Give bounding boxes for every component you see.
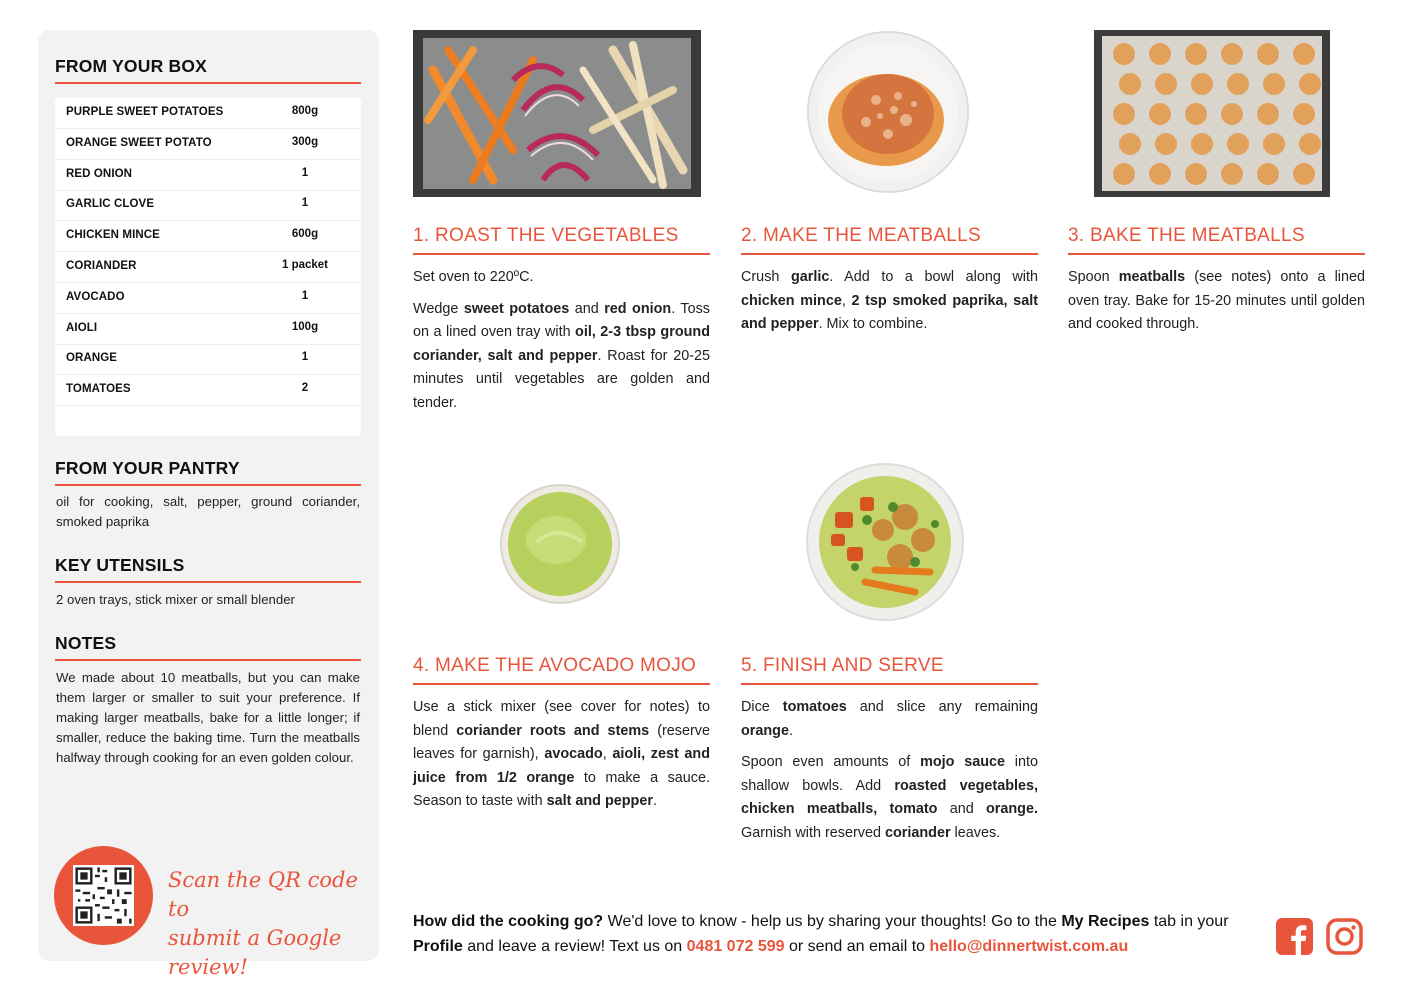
- text-run: mojo sauce: [920, 754, 1006, 770]
- meatball-shape: [1149, 103, 1171, 125]
- ingredient-row: [55, 190, 361, 221]
- contact-link[interactable]: 0481 072 599: [686, 938, 785, 955]
- meatball-shape: [1191, 73, 1213, 95]
- ingredient-row: [55, 98, 361, 129]
- ingredient-quantity: 1: [301, 197, 309, 210]
- step-4-title: 4. MAKE THE AVOCADO MOJO: [413, 655, 697, 676]
- section-divider: [55, 581, 361, 583]
- meatball-shape: [1227, 73, 1249, 95]
- ingredient-quantity: 1: [301, 351, 309, 364]
- ingredient-row: [55, 160, 361, 191]
- ingredient-quantity: 300g: [291, 135, 319, 148]
- key-utensils-title: KEY UTENSILS: [55, 555, 185, 575]
- step-paragraph: [413, 298, 710, 416]
- text-run: garlic: [790, 269, 830, 285]
- text-run: tab in your: [1149, 913, 1229, 930]
- text-run: Profile: [413, 938, 463, 955]
- text-run: oil, 2-3 tbsp ground coriander, salt and pepper: [413, 324, 710, 364]
- section-divider: [741, 253, 1038, 255]
- meatball-shape: [1149, 163, 1171, 185]
- ingredient-quantity: 800g: [291, 105, 319, 117]
- ingredient-quantity: 600g: [291, 228, 319, 241]
- meatball-shape: [1155, 133, 1177, 155]
- text-run: sweet potatoes: [463, 300, 570, 317]
- meatball-shape: [1221, 43, 1243, 65]
- ingredient-row: [55, 375, 361, 406]
- text-run: coriander roots and stems: [456, 722, 650, 739]
- meatball-shape: [1257, 163, 1279, 185]
- text-run: Set oven to 220ºC.: [413, 269, 534, 285]
- from-your-pantry-title: FROM YOUR PANTRY: [55, 458, 240, 478]
- meatball-shape: [1263, 73, 1285, 95]
- utensils-text: 2 oven trays, stick mixer or small blender: [56, 592, 295, 607]
- meatball-shape: [1293, 43, 1315, 65]
- ingredient-name: CHICKEN MINCE: [66, 229, 160, 242]
- qr-code-icon[interactable]: [73, 865, 134, 926]
- text-run: and slice any remaining: [846, 699, 1038, 715]
- text-run: Wedge: [413, 300, 464, 317]
- section-divider: [55, 82, 361, 84]
- step-paragraph: [1068, 266, 1365, 337]
- meatball-shape: [1149, 43, 1171, 65]
- meatball-shape: [1191, 133, 1213, 155]
- section-divider: [1068, 253, 1365, 255]
- text-run: or send an email to: [784, 938, 930, 955]
- ingredient-name: TOMATOES: [66, 383, 131, 396]
- text-run: to make a sauce. Season to taste with: [413, 769, 711, 809]
- baked-meatballs-photo: [1094, 30, 1330, 197]
- text-run: coriander: [884, 824, 951, 841]
- meatball-shape: [1113, 163, 1135, 185]
- qr-caption-line: Scan the QR code to: [168, 868, 358, 921]
- ingredient-row: [55, 221, 361, 252]
- notes-title: NOTES: [55, 633, 117, 653]
- ingredient-quantity: 1: [301, 289, 309, 302]
- text-run: orange.: [986, 801, 1038, 817]
- text-run: and leave a review! Text us on: [462, 938, 687, 955]
- from-your-box-title: FROM YOUR BOX: [55, 56, 208, 76]
- ingredient-row: [55, 314, 361, 345]
- section-divider: [413, 253, 710, 255]
- meatball-mixture-photo: [806, 30, 970, 194]
- ingredient-name: AVOCADO: [66, 290, 125, 303]
- ingredients-sidebar: [38, 30, 379, 979]
- facebook-icon[interactable]: [1276, 918, 1313, 955]
- text-run: 2 tsp smoked paprika, salt and pepper: [741, 292, 1038, 332]
- text-run: Spoon even amounts of: [741, 754, 921, 770]
- step-4-text: [413, 696, 710, 822]
- section-divider: [413, 683, 710, 685]
- meatball-shape: [1257, 43, 1279, 65]
- avocado-mojo-photo: [500, 484, 620, 604]
- meatball-shape: [1257, 103, 1279, 125]
- text-run: We'd love to know - help us by sharing your thoughts! Go to the: [603, 913, 1062, 930]
- section-divider: [55, 659, 361, 661]
- step-paragraph: [413, 696, 710, 814]
- step-5-text: [741, 696, 1038, 853]
- text-run: (see notes) onto a lined oven tray. Bake for 15-20 minutes until golden and cooked through.: [1068, 269, 1365, 332]
- ingredient-name: CORIANDER: [66, 260, 137, 272]
- text-run: orange: [741, 722, 789, 739]
- text-run: and: [569, 300, 605, 317]
- text-run: leaves.: [950, 824, 1001, 841]
- meatball-shape: [1119, 133, 1141, 155]
- instagram-icon[interactable]: [1326, 918, 1363, 955]
- text-run: (reserve leaves for garnish),: [413, 722, 711, 762]
- ingredient-name: RED ONION: [66, 167, 133, 180]
- text-run: How did the cooking go?: [413, 913, 604, 930]
- text-run: ,: [841, 292, 852, 309]
- step-1-text: [413, 266, 710, 423]
- feedback-footer: [413, 909, 1268, 959]
- text-run: My Recipes: [1061, 913, 1150, 930]
- step-2-text: [741, 266, 1038, 345]
- ingredient-quantity: 2: [301, 382, 309, 395]
- ingredient-quantity: 1 packet: [281, 259, 329, 271]
- ingredient-name: AIOLI: [66, 321, 98, 334]
- meatball-shape: [1155, 73, 1177, 95]
- roasted-vegetables-photo: [413, 30, 701, 197]
- text-run: salt and pepper: [546, 793, 653, 809]
- contact-link[interactable]: hello@dinnertwist.com.au: [929, 938, 1129, 955]
- meatball-shape: [1113, 103, 1135, 125]
- step-5-title: 5. FINISH AND SERVE: [741, 655, 944, 676]
- text-run: aioli, zest and juice from 1/2 orange: [413, 746, 710, 786]
- finished-dish-photo: [805, 462, 965, 622]
- text-run: avocado: [544, 746, 603, 762]
- ingredient-row: [55, 344, 361, 375]
- meatball-shape: [1221, 163, 1243, 185]
- step-3-title: 3. BAKE THE MEATBALLS: [1068, 225, 1305, 246]
- ingredient-name: PURPLE SWEET POTATOES: [66, 106, 224, 118]
- meatball-shape: [1113, 43, 1135, 65]
- text-run: roasted vegetables, chicken meatballs, tomato: [741, 777, 1039, 817]
- ingredient-name: ORANGE SWEET POTATO: [66, 136, 212, 149]
- meatball-shape: [1185, 43, 1207, 65]
- text-run: tomatoes: [782, 699, 847, 715]
- meatball-shape: [1293, 163, 1315, 185]
- ingredient-quantity: 1: [301, 166, 309, 179]
- text-run: red onion: [604, 300, 672, 317]
- text-run: into shallow bowls. Add: [741, 754, 1038, 794]
- text-run: and: [937, 801, 986, 817]
- ingredient-row: [55, 129, 361, 160]
- qr-caption: [168, 866, 368, 982]
- meatball-shape: [1185, 103, 1207, 125]
- meatball-shape: [1299, 133, 1321, 155]
- step-2-title: 2. MAKE THE MEATBALLS: [741, 225, 982, 246]
- section-divider: [55, 484, 361, 486]
- qr-caption-line: submit a Google review!: [168, 926, 342, 979]
- ingredients-table: [55, 98, 361, 436]
- ingredient-name: ORANGE: [66, 352, 118, 365]
- text-run: Use a stick mixer (see cover for notes) to blend: [413, 699, 710, 739]
- text-run: Garnish with reserved: [741, 824, 885, 841]
- text-run: meatballs: [1118, 269, 1186, 285]
- meatball-shape: [1293, 103, 1315, 125]
- step-1-title: 1. ROAST THE VEGETABLES: [413, 225, 679, 246]
- ingredient-quantity: 100g: [291, 320, 319, 333]
- text-run: . Add to a bowl along with: [829, 269, 1039, 285]
- step-paragraph: [741, 751, 1038, 845]
- text-run: Dice: [741, 699, 783, 715]
- meatball-shape: [1263, 133, 1285, 155]
- qr-badge[interactable]: [54, 846, 153, 945]
- step-paragraph: [741, 696, 1038, 743]
- step-paragraph: [413, 266, 710, 290]
- meatball-shape: [1119, 73, 1141, 95]
- text-run: ,: [602, 746, 613, 762]
- ingredient-row: [55, 283, 361, 314]
- text-run: Crush: [741, 269, 791, 285]
- ingredient-row: [55, 252, 361, 283]
- meatball-shape: [1221, 103, 1243, 125]
- pantry-text: oil for cooking, salt, pepper, ground coriander, smoked paprika: [56, 494, 360, 529]
- step-3-text: [1068, 266, 1365, 345]
- text-run: Spoon: [1068, 269, 1119, 285]
- text-run: .: [652, 793, 657, 809]
- text-run: .: [788, 722, 793, 739]
- step-paragraph: [741, 266, 1038, 337]
- meatball-shape: [1185, 163, 1207, 185]
- text-run: chicken mince: [741, 292, 842, 309]
- meatball-shape: [1299, 73, 1321, 95]
- ingredient-name: GARLIC CLOVE: [66, 198, 155, 211]
- text-run: . Toss on a lined oven tray with: [413, 300, 710, 340]
- text-run: . Mix to combine.: [818, 316, 928, 332]
- meatball-shape: [1227, 133, 1249, 155]
- text-run: . Roast for 20-25 minutes until vegetables are golden and tender.: [413, 347, 711, 411]
- notes-text: We made about 10 meatballs, but you can make them larger or smaller to suit your preference. If making larger meatballs, bake for a little longer; if smaller, reduce the baking time. Turn the meatballs halfway through cooking for an even golden colour.: [56, 670, 360, 765]
- section-divider: [741, 683, 1038, 685]
